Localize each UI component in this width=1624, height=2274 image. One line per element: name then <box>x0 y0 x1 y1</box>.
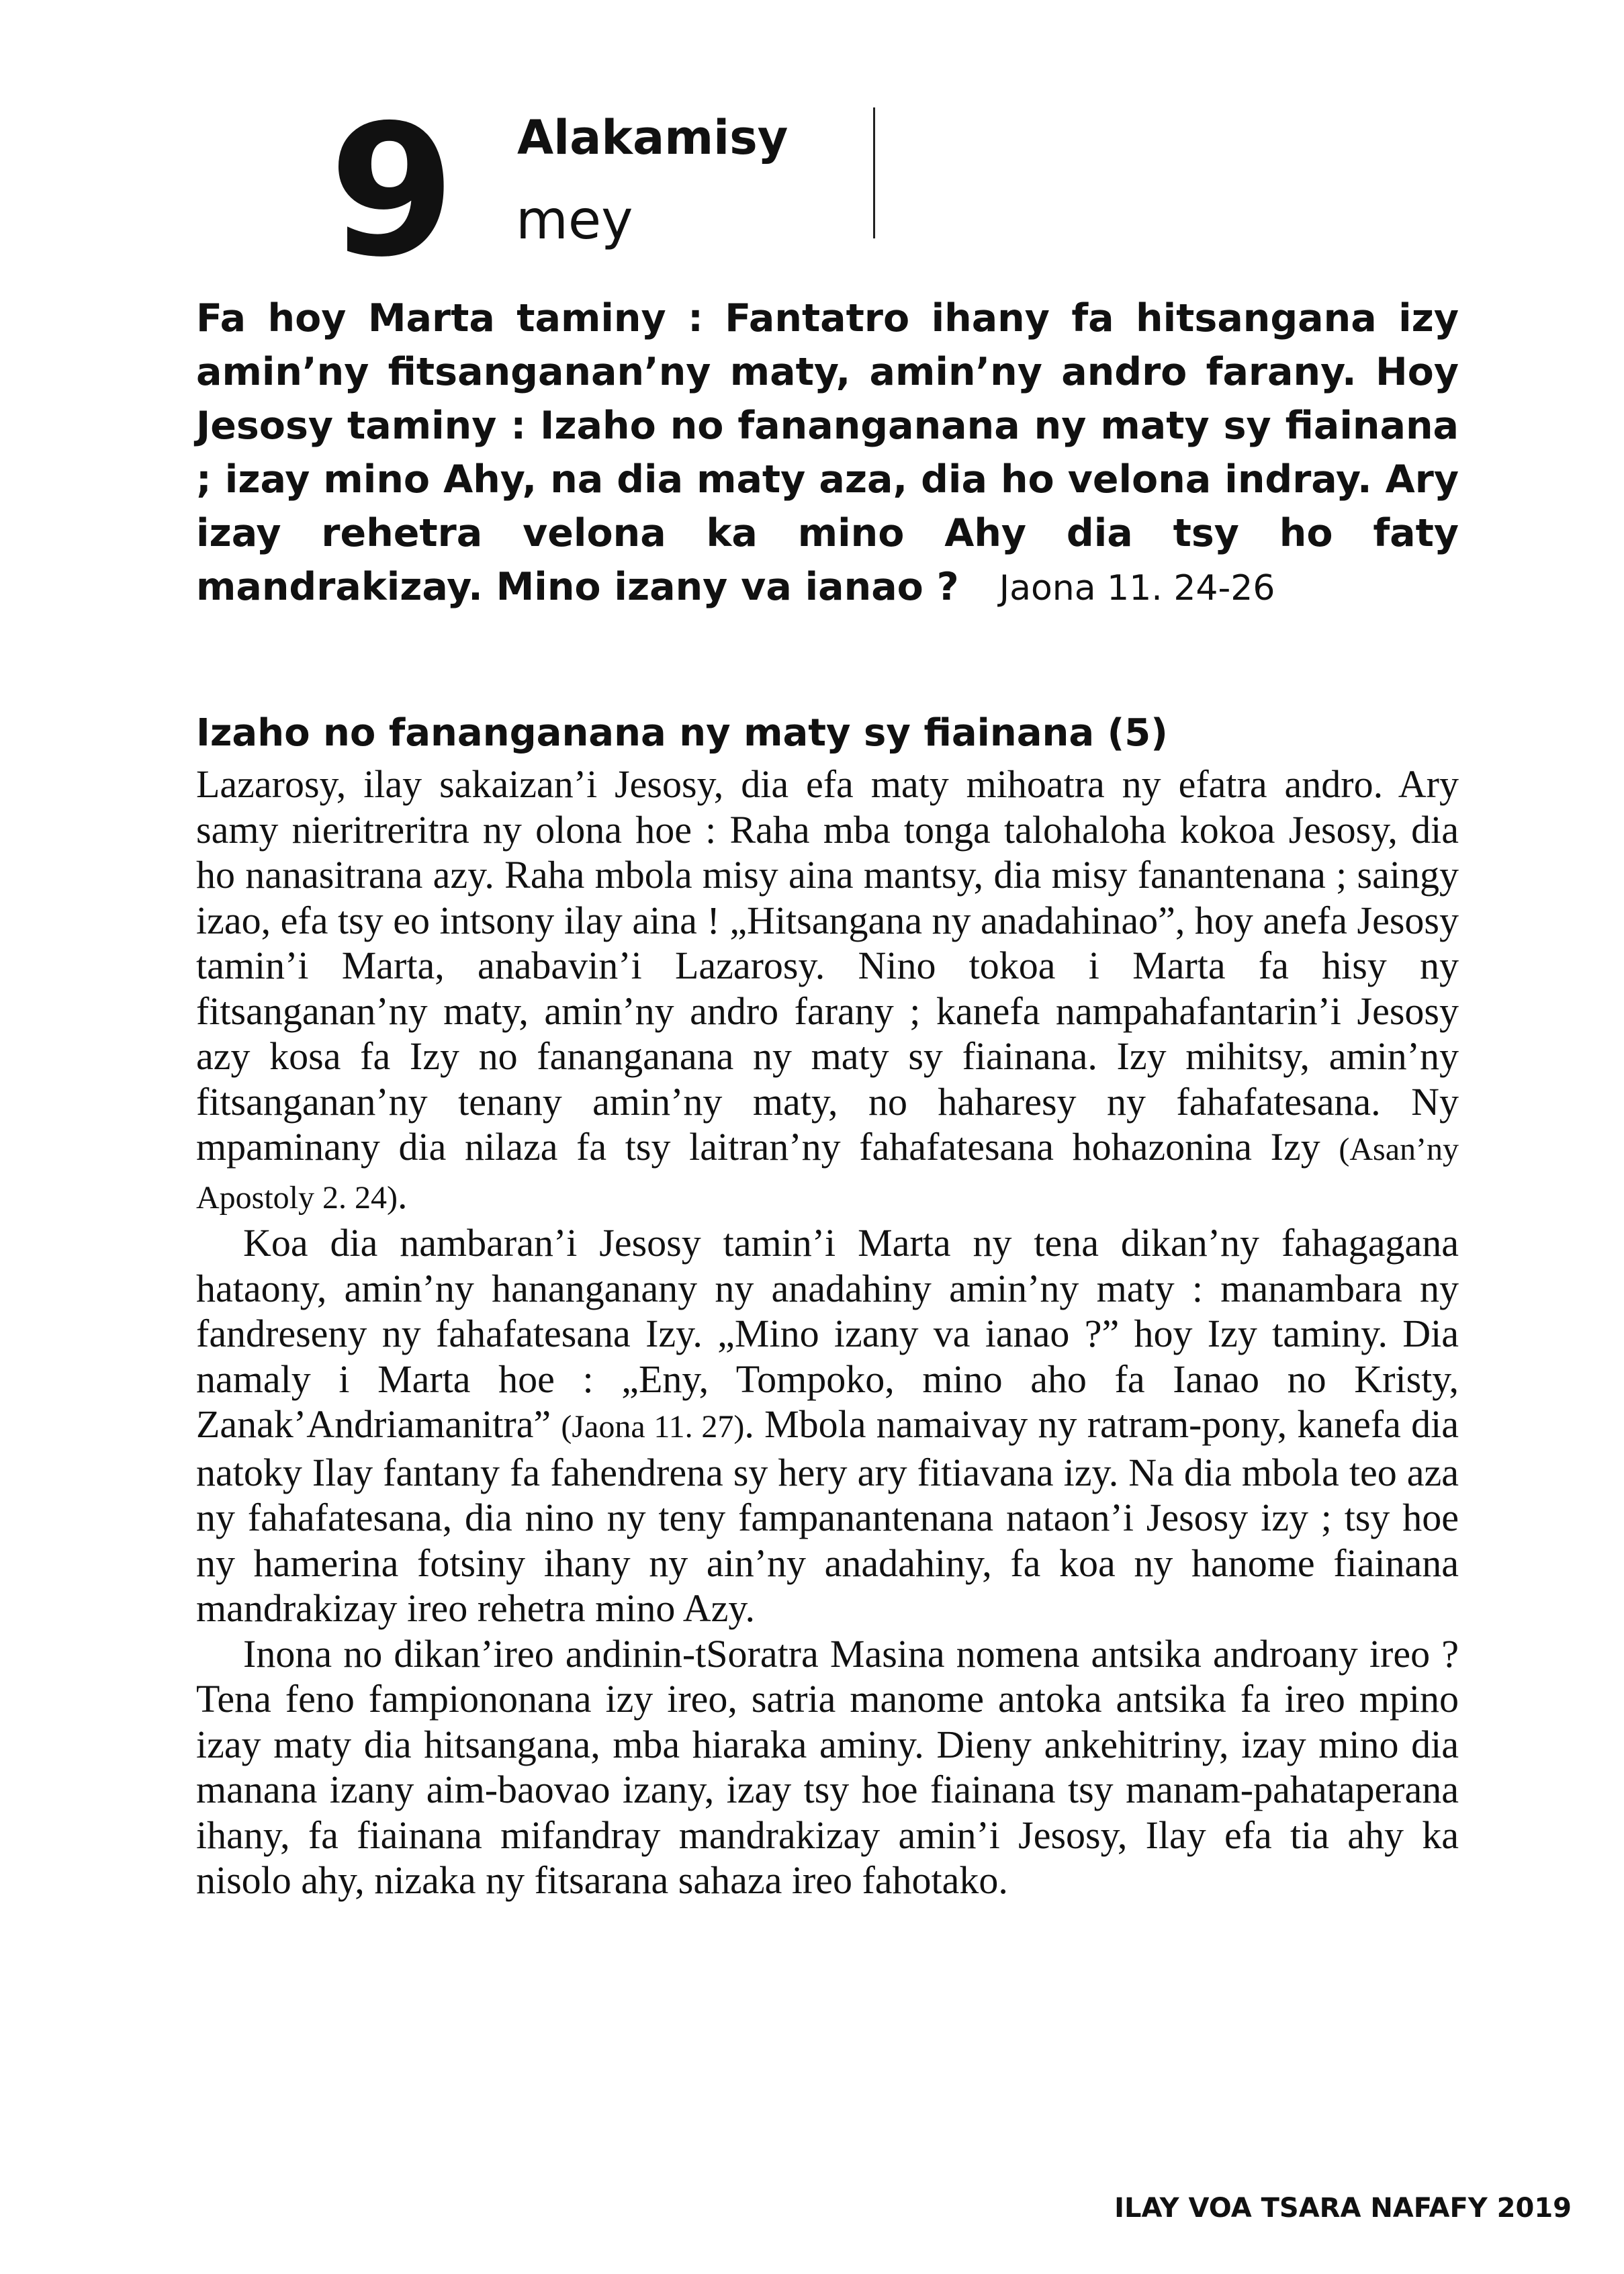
paragraph: Inona no dikan’ireo andinin-tSoratra Masina nomena antsika androany ireo ? Tena feno fampiononana izy ireo, satria manome antoka antsika fa ireo mpino izay maty dia hitsangana, mba hiaraka aminy. Dieny ankehitriny, izay mino dia manana izany aim-baovao izany, izay tsy hoe fiainana tsy manam-pahataperana ihany, fa fiainana mifandray mandrakizay amin’i Jesosy, Ilay efa tia ahy ka nisolo ahy, nizaka ny fitsarana sahaza ireo fahotako. <box>196 1631 1459 1902</box>
scripture-citation: (Jaona 11. 27) <box>561 1409 745 1445</box>
header-divider <box>873 107 875 238</box>
verse-text: Fa hoy Marta taminy : Fantatro ihany fa hitsangana izy amin’ny fitsanganan’ny maty, amin’ny andro farany. Hoy Jesosy taminy : Izaho no fananganana ny maty sy fiainana ; izay mino Ahy, na dia maty aza, dia ho velona indray. Ary izay rehetra velona ka mino Ahy dia tsy ho faty mandrakizay. Mino izany va ianao ? <box>196 296 1459 609</box>
scripture-citation: (Asan’ny Apostoly 2. 24) <box>196 1132 1459 1216</box>
meditation-text <box>196 762 1459 1906</box>
publication-footer: ILAY VOA TSARA NAFAFY 2019 <box>1114 2193 1572 2224</box>
day-number: 9 <box>329 85 451 297</box>
month-label: mey <box>516 189 633 251</box>
verse-reference: Jaona 11. 24-26 <box>999 568 1275 608</box>
paragraph: Lazarosy, ilay sakaizan’i Jesosy, dia efa maty mihoatra ny efatra andro. Ary samy nieritreritra ny olona hoe : Raha mba tonga talohaloha kokoa Jesosy, dia ho nanasitrana azy. Raha mbola misy aina mantsy, dia misy fanantenana ; saingy izao, efa tsy eo intsony ilay aina ! „Hitsangana ny anadahinao”, hoy anefa Jesosy tamin’i Marta, anabavin’i Lazarosy. Nino tokoa i Marta fa hisy ny fitsanganan’ny maty, amin’ny andro farany ; kanefa nampahafantarin’i Jesosy azy kosa fa Izy no fananganana ny maty sy fiainana. Izy mihitsy, amin’ny fitsanganan’ny tenany amin’ny maty, no haharesy ny fahafatesana. Ny mpaminany dia nilaza fa tsy laitran’ny fahafatesana hohazonina Izy (Asan’ny Apostoly 2. 24). <box>196 762 1459 1217</box>
weekday-label: Alakamisy <box>517 110 788 165</box>
section-title: Izaho no fananganana ny maty sy fiainana (5) <box>196 711 1168 755</box>
paragraph: Koa dia nambaran’i Jesosy tamin’i Marta ny tena dikan’ny fahagagana hataony, amin’ny hananganany ny anadahiny amin’ny maty : manambara ny fandreseny ny fahafatesana Izy. „Mino izany va ianao ?” hoy Izy taminy. Dia namaly i Marta hoe : „Eny, Tompoko, mino aho fa Ianao no Kristy, Zanak’Andriamanitra” (Jaona 11. 27). Mbola namaivay ny ratram-pony, kanefa dia natoky Ilay fantany fa fahendrena sy hery ary fitiavana izy. Na dia mbola teo aza ny fahafatesana, dia nino ny teny fampanantenana nataon’i Jesosy izy ; tsy hoe ny hamerina fotsiny ihany ny ain’ny anadahiny, fa koa ny hanome fiainana mandrakizay ireo rehetra mino Azy. <box>196 1221 1459 1630</box>
bible-verse <box>196 291 1459 615</box>
